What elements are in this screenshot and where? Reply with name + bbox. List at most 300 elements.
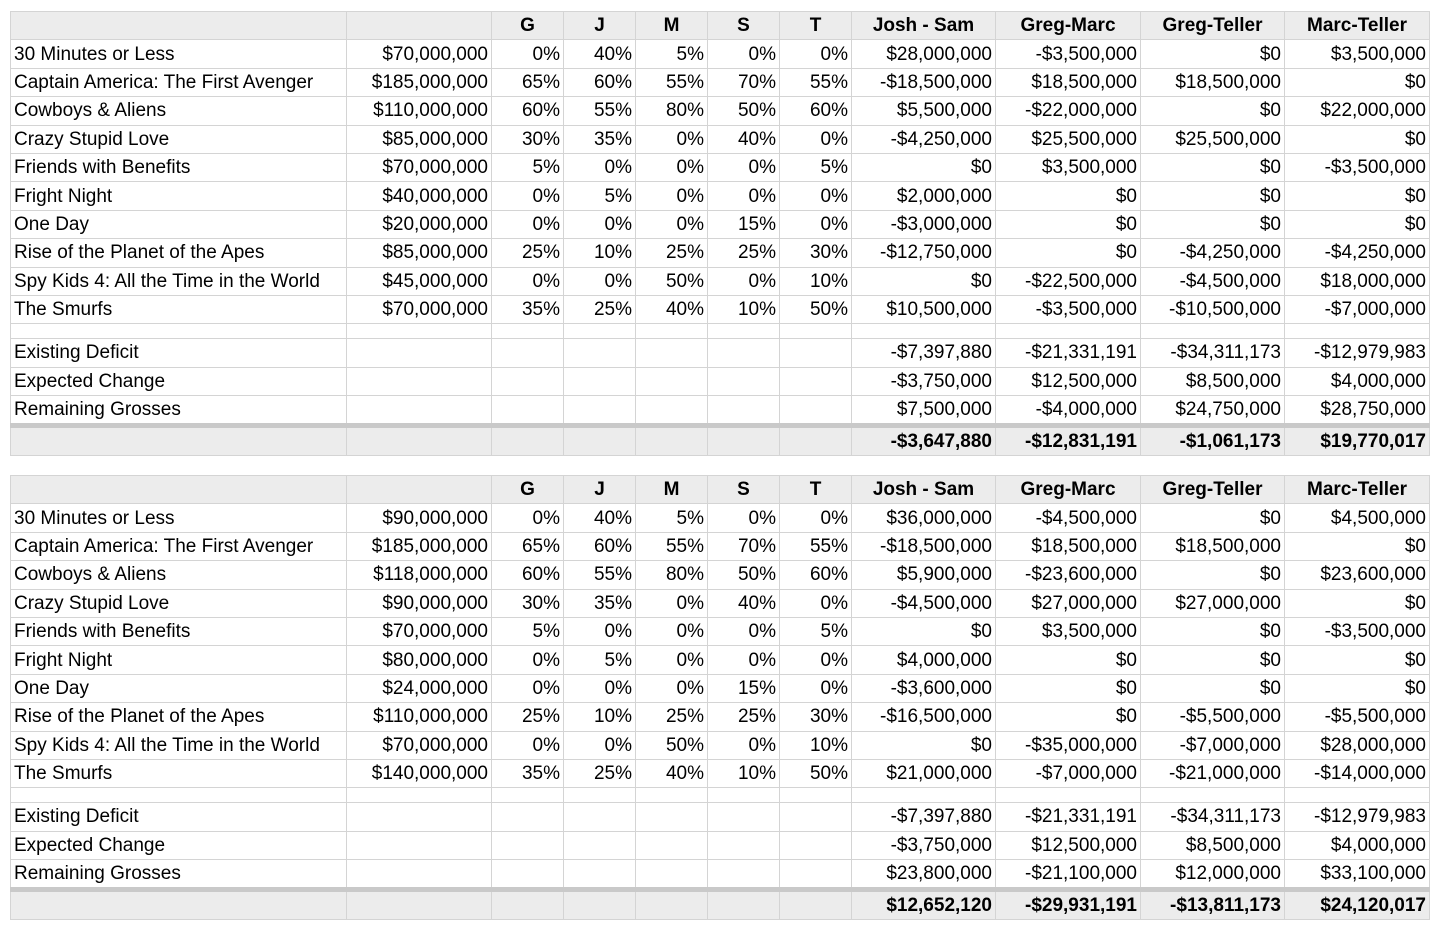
cell[interactable]: $0 bbox=[1141, 182, 1285, 210]
cell[interactable] bbox=[780, 367, 852, 395]
cell[interactable]: $18,500,000 bbox=[1141, 68, 1285, 96]
cell[interactable]: 30% bbox=[492, 589, 564, 617]
cell[interactable]: $0 bbox=[996, 182, 1141, 210]
cell[interactable] bbox=[708, 831, 780, 859]
cell[interactable] bbox=[708, 339, 780, 367]
cell[interactable]: 25% bbox=[564, 295, 636, 323]
row-label-cell[interactable]: Captain America: The First Avenger bbox=[11, 68, 347, 96]
cell[interactable]: 0% bbox=[492, 182, 564, 210]
cell[interactable]: 0% bbox=[636, 646, 708, 674]
cell[interactable]: $70,000,000 bbox=[347, 731, 492, 759]
cell[interactable]: $0 bbox=[1285, 589, 1430, 617]
cell[interactable] bbox=[492, 367, 564, 395]
cell[interactable]: 10% bbox=[780, 731, 852, 759]
cell[interactable] bbox=[636, 831, 708, 859]
cell[interactable]: 0% bbox=[708, 617, 780, 645]
cell[interactable]: $18,500,000 bbox=[1141, 532, 1285, 560]
cell[interactable]: -$5,500,000 bbox=[1141, 703, 1285, 731]
cell[interactable] bbox=[780, 426, 852, 456]
cell[interactable]: $90,000,000 bbox=[347, 589, 492, 617]
cell[interactable]: $110,000,000 bbox=[347, 703, 492, 731]
cell[interactable]: 10% bbox=[564, 239, 636, 267]
row-label-cell[interactable]: Fright Night bbox=[11, 646, 347, 674]
cell[interactable] bbox=[780, 831, 852, 859]
cell[interactable]: -$3,500,000 bbox=[1285, 617, 1430, 645]
cell[interactable] bbox=[347, 324, 492, 339]
cell[interactable]: $10,500,000 bbox=[852, 295, 996, 323]
cell[interactable]: Marc-Teller bbox=[1285, 476, 1430, 504]
cell[interactable]: $20,000,000 bbox=[347, 210, 492, 238]
cell[interactable]: -$13,811,173 bbox=[1141, 890, 1285, 920]
cell[interactable]: 5% bbox=[564, 646, 636, 674]
cell[interactable]: $70,000,000 bbox=[347, 40, 492, 68]
cell[interactable]: $3,500,000 bbox=[1285, 40, 1430, 68]
cell[interactable]: 25% bbox=[636, 703, 708, 731]
cell[interactable]: 10% bbox=[708, 759, 780, 787]
cell[interactable]: 0% bbox=[564, 617, 636, 645]
cell[interactable]: $5,900,000 bbox=[852, 561, 996, 589]
cell[interactable]: 0% bbox=[708, 731, 780, 759]
cell[interactable]: 0% bbox=[780, 40, 852, 68]
cell[interactable]: $0 bbox=[1141, 504, 1285, 532]
cell[interactable]: $27,000,000 bbox=[1141, 589, 1285, 617]
cell[interactable] bbox=[852, 788, 996, 803]
cell[interactable]: -$3,750,000 bbox=[852, 831, 996, 859]
cell[interactable]: 0% bbox=[564, 731, 636, 759]
cell[interactable]: 40% bbox=[564, 40, 636, 68]
cell[interactable]: -$5,500,000 bbox=[1285, 703, 1430, 731]
cell[interactable]: $0 bbox=[1141, 617, 1285, 645]
cell[interactable]: $21,000,000 bbox=[852, 759, 996, 787]
cell[interactable]: 0% bbox=[564, 267, 636, 295]
cell[interactable] bbox=[347, 426, 492, 456]
row-label-cell[interactable]: Friends with Benefits bbox=[11, 153, 347, 181]
cell[interactable]: -$21,100,000 bbox=[996, 860, 1141, 890]
row-label-cell[interactable]: Fright Night bbox=[11, 182, 347, 210]
cell[interactable]: $18,500,000 bbox=[996, 68, 1141, 96]
row-label-cell[interactable]: Friends with Benefits bbox=[11, 617, 347, 645]
cell[interactable]: $0 bbox=[1141, 40, 1285, 68]
cell[interactable] bbox=[564, 324, 636, 339]
cell[interactable]: 0% bbox=[636, 589, 708, 617]
cell[interactable]: $0 bbox=[852, 153, 996, 181]
cell[interactable]: 0% bbox=[780, 182, 852, 210]
cell[interactable] bbox=[347, 890, 492, 920]
cell[interactable]: 50% bbox=[636, 267, 708, 295]
cell[interactable]: 15% bbox=[708, 674, 780, 702]
cell[interactable]: 35% bbox=[564, 589, 636, 617]
cell[interactable] bbox=[636, 396, 708, 426]
cell[interactable]: $22,000,000 bbox=[1285, 97, 1430, 125]
cell[interactable]: 0% bbox=[636, 674, 708, 702]
cell[interactable]: 60% bbox=[564, 68, 636, 96]
cell[interactable]: 0% bbox=[708, 182, 780, 210]
cell[interactable] bbox=[1285, 324, 1430, 339]
cell[interactable]: -$21,331,191 bbox=[996, 803, 1141, 831]
cell[interactable] bbox=[708, 803, 780, 831]
cell[interactable]: -$7,397,880 bbox=[852, 339, 996, 367]
row-label-cell[interactable]: Spy Kids 4: All the Time in the World bbox=[11, 267, 347, 295]
cell[interactable]: $4,500,000 bbox=[1285, 504, 1430, 532]
cell[interactable] bbox=[564, 339, 636, 367]
cell[interactable] bbox=[708, 788, 780, 803]
cell[interactable]: $0 bbox=[1141, 561, 1285, 589]
cell[interactable]: 0% bbox=[564, 153, 636, 181]
cell[interactable] bbox=[1141, 324, 1285, 339]
row-label-cell[interactable]: 30 Minutes or Less bbox=[11, 40, 347, 68]
cell[interactable]: 5% bbox=[780, 153, 852, 181]
cell[interactable]: $12,500,000 bbox=[996, 367, 1141, 395]
cell[interactable] bbox=[636, 788, 708, 803]
cell[interactable]: -$12,831,191 bbox=[996, 426, 1141, 456]
cell[interactable]: S bbox=[708, 12, 780, 40]
cell[interactable]: $0 bbox=[1285, 125, 1430, 153]
row-label-cell[interactable]: Crazy Stupid Love bbox=[11, 125, 347, 153]
cell[interactable]: 0% bbox=[780, 674, 852, 702]
cell[interactable]: 55% bbox=[780, 532, 852, 560]
cell[interactable]: 25% bbox=[564, 759, 636, 787]
cell[interactable]: -$12,979,983 bbox=[1285, 803, 1430, 831]
cell[interactable]: 0% bbox=[492, 267, 564, 295]
cell[interactable]: $25,500,000 bbox=[996, 125, 1141, 153]
cell[interactable]: 50% bbox=[708, 97, 780, 125]
cell[interactable]: -$34,311,173 bbox=[1141, 803, 1285, 831]
cell[interactable]: 10% bbox=[708, 295, 780, 323]
cell[interactable]: Josh - Sam bbox=[852, 476, 996, 504]
cell[interactable]: 0% bbox=[492, 646, 564, 674]
cell[interactable]: 55% bbox=[564, 97, 636, 125]
cell[interactable]: $0 bbox=[1285, 532, 1430, 560]
cell[interactable]: $28,750,000 bbox=[1285, 396, 1430, 426]
cell[interactable] bbox=[347, 831, 492, 859]
cell[interactable]: Josh - Sam bbox=[852, 12, 996, 40]
cell[interactable]: 80% bbox=[636, 97, 708, 125]
row-label-cell[interactable]: Existing Deficit bbox=[11, 803, 347, 831]
cell[interactable]: -$12,750,000 bbox=[852, 239, 996, 267]
cell[interactable] bbox=[636, 890, 708, 920]
cell[interactable]: 30% bbox=[492, 125, 564, 153]
cell[interactable]: 30% bbox=[780, 703, 852, 731]
cell[interactable]: -$21,331,191 bbox=[996, 339, 1141, 367]
cell[interactable]: 40% bbox=[708, 589, 780, 617]
cell[interactable]: $0 bbox=[996, 646, 1141, 674]
cell[interactable]: 25% bbox=[492, 703, 564, 731]
cell[interactable]: -$4,500,000 bbox=[852, 589, 996, 617]
cell[interactable]: 40% bbox=[636, 295, 708, 323]
cell[interactable]: $28,000,000 bbox=[852, 40, 996, 68]
cell[interactable]: 0% bbox=[564, 674, 636, 702]
cell[interactable]: 0% bbox=[492, 210, 564, 238]
cell[interactable]: Greg-Teller bbox=[1141, 12, 1285, 40]
cell[interactable]: $27,000,000 bbox=[996, 589, 1141, 617]
cell[interactable]: $4,000,000 bbox=[1285, 367, 1430, 395]
cell[interactable] bbox=[780, 860, 852, 890]
cell[interactable]: 70% bbox=[708, 532, 780, 560]
cell[interactable]: 60% bbox=[780, 97, 852, 125]
cell[interactable]: 5% bbox=[636, 40, 708, 68]
cell[interactable] bbox=[708, 860, 780, 890]
row-label-cell[interactable] bbox=[11, 426, 347, 456]
cell[interactable]: $8,500,000 bbox=[1141, 367, 1285, 395]
cell[interactable] bbox=[347, 396, 492, 426]
cell[interactable]: 10% bbox=[564, 703, 636, 731]
cell[interactable] bbox=[996, 324, 1141, 339]
cell[interactable] bbox=[564, 426, 636, 456]
cell[interactable]: Greg-Marc bbox=[996, 476, 1141, 504]
cell[interactable]: 50% bbox=[708, 561, 780, 589]
cell[interactable] bbox=[564, 367, 636, 395]
cell[interactable]: 0% bbox=[708, 646, 780, 674]
cell[interactable]: -$4,000,000 bbox=[996, 396, 1141, 426]
cell[interactable] bbox=[492, 860, 564, 890]
cell[interactable]: $12,000,000 bbox=[1141, 860, 1285, 890]
cell[interactable]: 50% bbox=[636, 731, 708, 759]
cell[interactable]: 0% bbox=[708, 40, 780, 68]
cell[interactable]: $0 bbox=[1141, 674, 1285, 702]
cell[interactable]: 30% bbox=[780, 239, 852, 267]
cell[interactable]: 80% bbox=[636, 561, 708, 589]
cell[interactable]: -$16,500,000 bbox=[852, 703, 996, 731]
cell[interactable]: 10% bbox=[780, 267, 852, 295]
cell[interactable]: 0% bbox=[492, 674, 564, 702]
cell[interactable]: $18,500,000 bbox=[996, 532, 1141, 560]
cell[interactable] bbox=[347, 476, 492, 504]
cell[interactable] bbox=[492, 890, 564, 920]
cell[interactable]: 25% bbox=[708, 703, 780, 731]
row-label-cell[interactable]: 30 Minutes or Less bbox=[11, 504, 347, 532]
cell[interactable] bbox=[780, 339, 852, 367]
cell[interactable]: $18,000,000 bbox=[1285, 267, 1430, 295]
cell[interactable]: $118,000,000 bbox=[347, 561, 492, 589]
cell[interactable]: $24,000,000 bbox=[347, 674, 492, 702]
cell[interactable]: 25% bbox=[708, 239, 780, 267]
cell[interactable]: -$3,500,000 bbox=[996, 295, 1141, 323]
cell[interactable]: 0% bbox=[492, 731, 564, 759]
cell[interactable]: $0 bbox=[1285, 646, 1430, 674]
cell[interactable] bbox=[636, 367, 708, 395]
cell[interactable]: 50% bbox=[780, 295, 852, 323]
cell[interactable]: Greg-Teller bbox=[1141, 476, 1285, 504]
cell[interactable]: S bbox=[708, 476, 780, 504]
cell[interactable]: M bbox=[636, 12, 708, 40]
row-label-cell[interactable]: Rise of the Planet of the Apes bbox=[11, 703, 347, 731]
cell[interactable]: $28,000,000 bbox=[1285, 731, 1430, 759]
cell[interactable]: Marc-Teller bbox=[1285, 12, 1430, 40]
cell[interactable]: $36,000,000 bbox=[852, 504, 996, 532]
cell[interactable]: $25,500,000 bbox=[1141, 125, 1285, 153]
cell[interactable]: -$7,000,000 bbox=[1285, 295, 1430, 323]
cell[interactable]: 0% bbox=[636, 153, 708, 181]
cell[interactable] bbox=[780, 788, 852, 803]
cell[interactable]: $12,500,000 bbox=[996, 831, 1141, 859]
cell[interactable]: $5,500,000 bbox=[852, 97, 996, 125]
cell[interactable]: $85,000,000 bbox=[347, 239, 492, 267]
cell[interactable] bbox=[347, 788, 492, 803]
row-label-cell[interactable]: Remaining Grosses bbox=[11, 860, 347, 890]
cell[interactable]: 70% bbox=[708, 68, 780, 96]
cell[interactable] bbox=[492, 324, 564, 339]
cell[interactable]: T bbox=[780, 476, 852, 504]
cell[interactable]: T bbox=[780, 12, 852, 40]
row-label-cell[interactable] bbox=[11, 788, 347, 803]
cell[interactable]: -$3,750,000 bbox=[852, 367, 996, 395]
cell[interactable]: -$4,250,000 bbox=[1285, 239, 1430, 267]
cell[interactable]: 0% bbox=[780, 646, 852, 674]
cell[interactable]: 35% bbox=[492, 759, 564, 787]
cell[interactable]: $8,500,000 bbox=[1141, 831, 1285, 859]
cell[interactable]: $0 bbox=[996, 210, 1141, 238]
cell[interactable]: 40% bbox=[636, 759, 708, 787]
cell[interactable]: -$22,000,000 bbox=[996, 97, 1141, 125]
row-label-cell[interactable]: Crazy Stupid Love bbox=[11, 589, 347, 617]
row-label-cell[interactable]: Expected Change bbox=[11, 367, 347, 395]
cell[interactable] bbox=[996, 788, 1141, 803]
cell[interactable]: $0 bbox=[1285, 674, 1430, 702]
cell[interactable] bbox=[852, 324, 996, 339]
row-label-cell[interactable]: Remaining Grosses bbox=[11, 396, 347, 426]
cell[interactable] bbox=[708, 426, 780, 456]
cell[interactable]: M bbox=[636, 476, 708, 504]
cell[interactable] bbox=[1141, 788, 1285, 803]
cell[interactable]: -$35,000,000 bbox=[996, 731, 1141, 759]
cell[interactable]: $70,000,000 bbox=[347, 617, 492, 645]
cell[interactable]: -$3,647,880 bbox=[852, 426, 996, 456]
row-label-cell[interactable]: Spy Kids 4: All the Time in the World bbox=[11, 731, 347, 759]
cell[interactable]: 60% bbox=[780, 561, 852, 589]
cell[interactable]: $70,000,000 bbox=[347, 295, 492, 323]
cell[interactable]: $3,500,000 bbox=[996, 153, 1141, 181]
cell[interactable]: 0% bbox=[708, 267, 780, 295]
cell[interactable]: 0% bbox=[636, 617, 708, 645]
cell[interactable]: J bbox=[564, 12, 636, 40]
cell[interactable]: $24,750,000 bbox=[1141, 396, 1285, 426]
cell[interactable]: $40,000,000 bbox=[347, 182, 492, 210]
cell[interactable]: $23,600,000 bbox=[1285, 561, 1430, 589]
cell[interactable]: 0% bbox=[636, 182, 708, 210]
cell[interactable] bbox=[708, 890, 780, 920]
cell[interactable]: $0 bbox=[996, 674, 1141, 702]
cell[interactable]: 60% bbox=[492, 97, 564, 125]
cell[interactable] bbox=[636, 860, 708, 890]
cell[interactable] bbox=[564, 860, 636, 890]
cell[interactable]: $185,000,000 bbox=[347, 532, 492, 560]
cell[interactable]: -$3,000,000 bbox=[852, 210, 996, 238]
cell[interactable] bbox=[1285, 788, 1430, 803]
cell[interactable] bbox=[564, 396, 636, 426]
cell[interactable] bbox=[564, 788, 636, 803]
cell[interactable] bbox=[492, 831, 564, 859]
cell[interactable]: $2,000,000 bbox=[852, 182, 996, 210]
cell[interactable]: -$3,600,000 bbox=[852, 674, 996, 702]
cell[interactable] bbox=[347, 860, 492, 890]
cell[interactable] bbox=[564, 803, 636, 831]
row-label-cell[interactable] bbox=[11, 476, 347, 504]
cell[interactable]: -$18,500,000 bbox=[852, 532, 996, 560]
cell[interactable]: 0% bbox=[492, 504, 564, 532]
cell[interactable]: $23,800,000 bbox=[852, 860, 996, 890]
cell[interactable]: -$29,931,191 bbox=[996, 890, 1141, 920]
row-label-cell[interactable]: The Smurfs bbox=[11, 759, 347, 787]
cell[interactable]: $12,652,120 bbox=[852, 890, 996, 920]
cell[interactable] bbox=[347, 12, 492, 40]
row-label-cell[interactable]: Rise of the Planet of the Apes bbox=[11, 239, 347, 267]
cell[interactable]: $0 bbox=[1141, 646, 1285, 674]
cell[interactable]: 50% bbox=[780, 759, 852, 787]
cell[interactable]: $19,770,017 bbox=[1285, 426, 1430, 456]
cell[interactable]: $0 bbox=[1285, 182, 1430, 210]
cell[interactable] bbox=[492, 339, 564, 367]
row-label-cell[interactable]: Captain America: The First Avenger bbox=[11, 532, 347, 560]
cell[interactable]: 65% bbox=[492, 532, 564, 560]
cell[interactable]: -$12,979,983 bbox=[1285, 339, 1430, 367]
row-label-cell[interactable] bbox=[11, 324, 347, 339]
cell[interactable]: 25% bbox=[492, 239, 564, 267]
cell[interactable]: 55% bbox=[636, 532, 708, 560]
cell[interactable] bbox=[347, 367, 492, 395]
cell[interactable]: $0 bbox=[852, 267, 996, 295]
cell[interactable]: 15% bbox=[708, 210, 780, 238]
cell[interactable]: 0% bbox=[780, 210, 852, 238]
cell[interactable]: $3,500,000 bbox=[996, 617, 1141, 645]
cell[interactable]: 25% bbox=[636, 239, 708, 267]
cell[interactable]: 0% bbox=[708, 504, 780, 532]
cell[interactable]: 5% bbox=[780, 617, 852, 645]
cell[interactable]: -$7,000,000 bbox=[1141, 731, 1285, 759]
cell[interactable] bbox=[492, 788, 564, 803]
cell[interactable]: 5% bbox=[636, 504, 708, 532]
cell[interactable]: $33,100,000 bbox=[1285, 860, 1430, 890]
cell[interactable]: 0% bbox=[564, 210, 636, 238]
cell[interactable]: 0% bbox=[780, 504, 852, 532]
cell[interactable] bbox=[708, 367, 780, 395]
cell[interactable]: 55% bbox=[564, 561, 636, 589]
cell[interactable]: -$7,397,880 bbox=[852, 803, 996, 831]
cell[interactable] bbox=[564, 890, 636, 920]
cell[interactable]: -$21,000,000 bbox=[1141, 759, 1285, 787]
cell[interactable]: 55% bbox=[780, 68, 852, 96]
cell[interactable]: -$3,500,000 bbox=[1285, 153, 1430, 181]
cell[interactable]: $0 bbox=[1141, 153, 1285, 181]
row-label-cell[interactable]: One Day bbox=[11, 674, 347, 702]
cell[interactable]: 5% bbox=[564, 182, 636, 210]
row-label-cell[interactable]: The Smurfs bbox=[11, 295, 347, 323]
cell[interactable]: -$22,500,000 bbox=[996, 267, 1141, 295]
cell[interactable] bbox=[347, 803, 492, 831]
cell[interactable]: J bbox=[564, 476, 636, 504]
cell[interactable] bbox=[636, 803, 708, 831]
cell[interactable]: $0 bbox=[852, 731, 996, 759]
cell[interactable]: $90,000,000 bbox=[347, 504, 492, 532]
cell[interactable]: -$1,061,173 bbox=[1141, 426, 1285, 456]
cell[interactable]: $24,120,017 bbox=[1285, 890, 1430, 920]
cell[interactable]: 5% bbox=[492, 617, 564, 645]
cell[interactable]: 0% bbox=[636, 125, 708, 153]
cell[interactable]: 40% bbox=[708, 125, 780, 153]
cell[interactable]: -$34,311,173 bbox=[1141, 339, 1285, 367]
cell[interactable]: 0% bbox=[708, 153, 780, 181]
row-label-cell[interactable]: Cowboys & Aliens bbox=[11, 97, 347, 125]
cell[interactable]: 35% bbox=[492, 295, 564, 323]
cell[interactable]: -$14,000,000 bbox=[1285, 759, 1430, 787]
cell[interactable]: $185,000,000 bbox=[347, 68, 492, 96]
cell[interactable]: $0 bbox=[1141, 210, 1285, 238]
cell[interactable]: 0% bbox=[780, 125, 852, 153]
cell[interactable]: 0% bbox=[780, 589, 852, 617]
cell[interactable]: $0 bbox=[996, 239, 1141, 267]
cell[interactable]: $70,000,000 bbox=[347, 153, 492, 181]
cell[interactable]: 65% bbox=[492, 68, 564, 96]
cell[interactable]: $0 bbox=[1285, 68, 1430, 96]
